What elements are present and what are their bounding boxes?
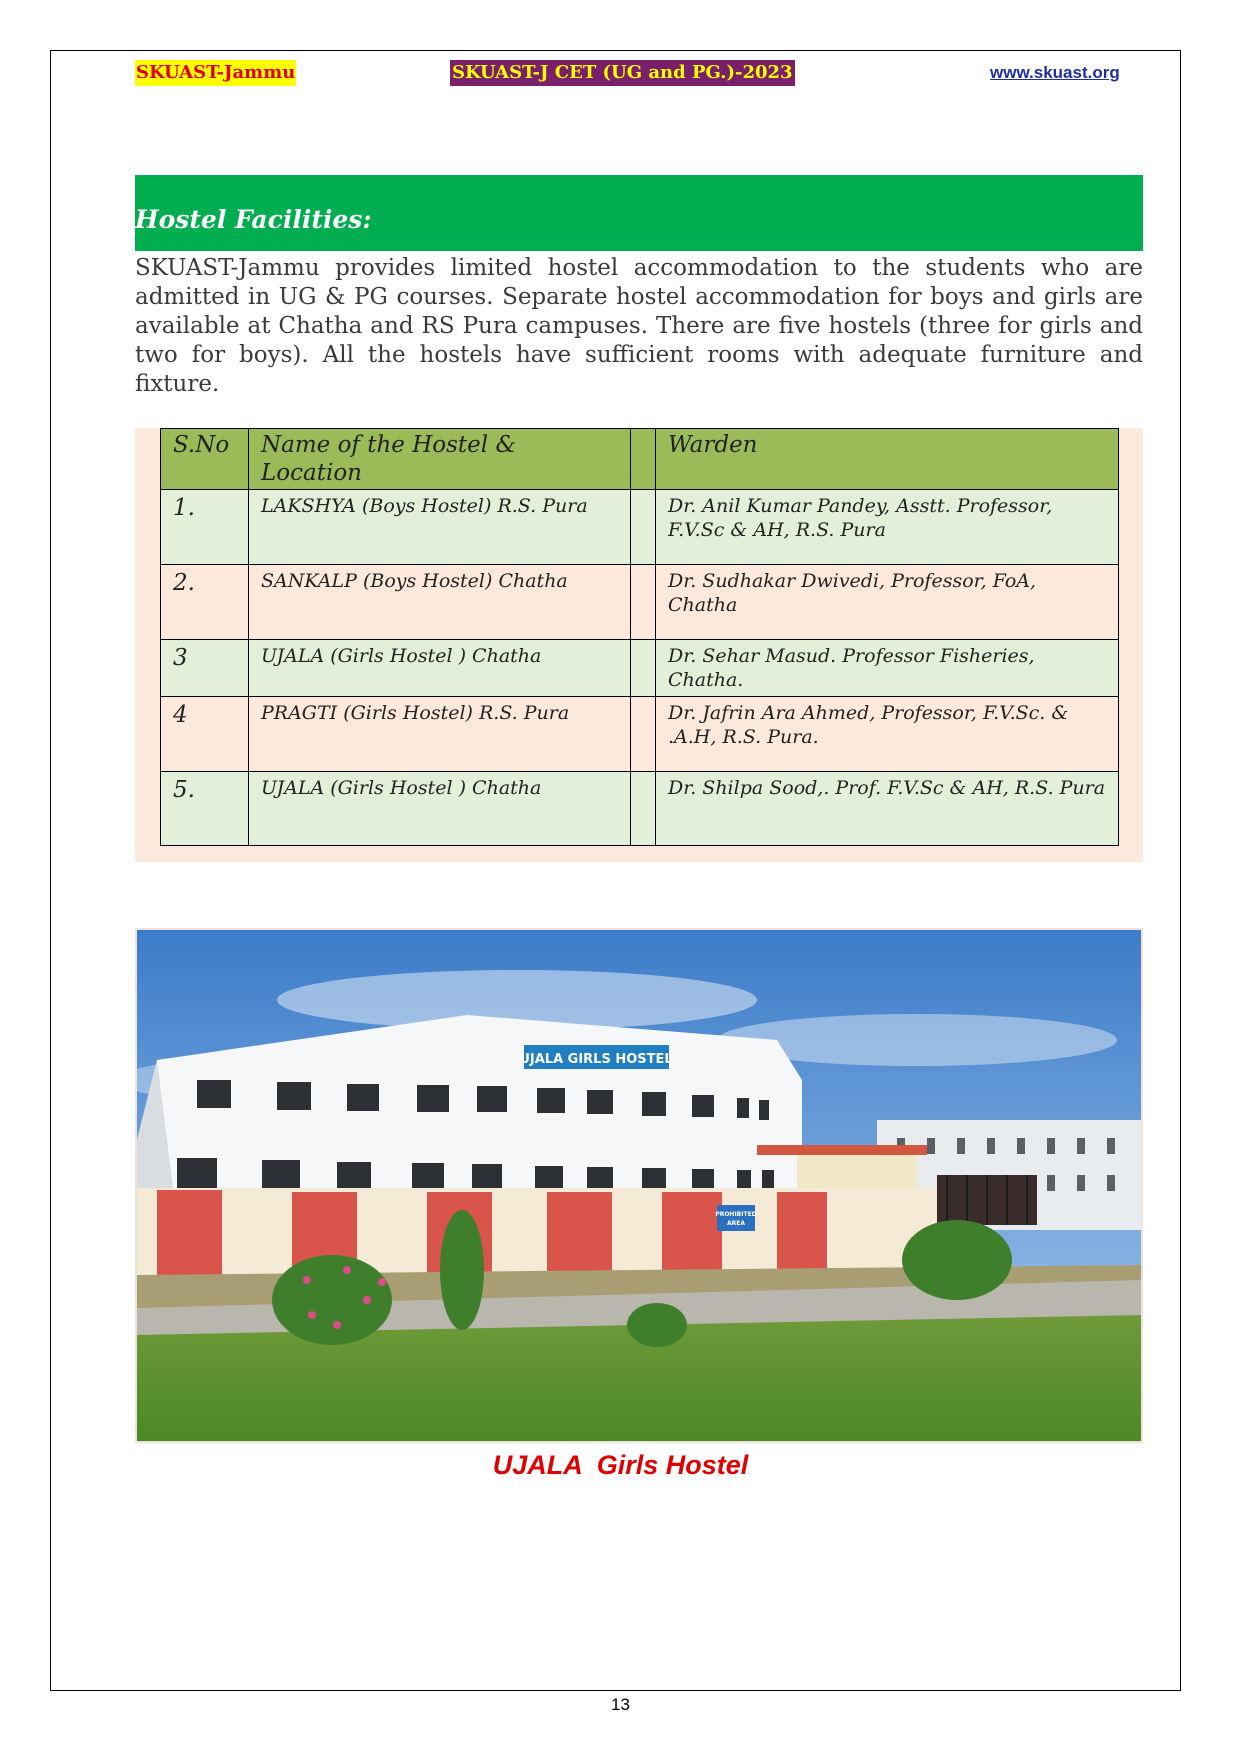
hostel-photo: [135, 928, 1143, 1443]
cell-warden: Dr. Sehar Masud. Professor Fisheries, Chatha.: [656, 640, 1119, 697]
section-title: Hostel Facilities:: [135, 205, 372, 234]
cell-spacer: [631, 697, 656, 772]
cell-spacer: [631, 565, 656, 640]
cell-warden: Dr. Jafrin Ara Ahmed, Professor, F.V.Sc. & .A.H, R.S. Pura.: [656, 697, 1119, 772]
building-sign-text: UJALA GIRLS HOSTEL: [519, 1052, 673, 1067]
intro-paragraph: SKUAST-Jammu provides limited hostel accommodation to the students who are admitted in UG & PG courses. Separate hostel accommodation for boys and girls are available at Chatha and RS Pura campuses. There are five hostels (three for girls and two for boys). All the hostels have sufficient rooms with adequate furniture and fixture.: [135, 255, 1143, 397]
cell-hostel-name: UJALA (Girls Hostel ) Chatha: [249, 640, 631, 697]
header-hostel-name: Name of the Hostel & Location: [249, 429, 631, 490]
hostel-table: [160, 428, 1119, 846]
cell-sno: 3: [161, 640, 249, 697]
table-row: [161, 490, 1119, 565]
header-website-link[interactable]: www.skuast.org: [990, 63, 1120, 82]
cell-spacer: [631, 772, 656, 846]
photo-caption: UJALA Girls Hostel: [492, 1450, 749, 1480]
cell-warden: Dr. Sudhakar Dwivedi, Professor, FoA, Chatha: [656, 565, 1119, 640]
cell-sno: 2.: [161, 565, 249, 640]
cell-hostel-name: SANKALP (Boys Hostel) Chatha: [249, 565, 631, 640]
porch-roof: [757, 1145, 927, 1155]
header-exam-title: SKUAST-J CET (UG and PG.)-2023: [450, 60, 795, 86]
cell-sno: 4: [161, 697, 249, 772]
cell-hostel-name: PRAGTI (Girls Hostel) R.S. Pura: [249, 697, 631, 772]
header-spacer: [631, 429, 656, 490]
cell-hostel-name: UJALA (Girls Hostel ) Chatha: [249, 772, 631, 846]
header-warden: Warden: [656, 429, 1119, 490]
cell-sno: 5.: [161, 772, 249, 846]
cell-warden: Dr. Shilpa Sood,. Prof. F.V.Sc & AH, R.S. Pura: [656, 772, 1119, 846]
prohibited-sign: [717, 1205, 755, 1231]
cell-spacer: [631, 490, 656, 565]
header-university: SKUAST-Jammu: [135, 60, 296, 86]
page-number: 13: [611, 1695, 630, 1714]
cell-warden: Dr. Anil Kumar Pandey, Asstt. Professor, F.V.Sc & AH, R.S. Pura: [656, 490, 1119, 565]
table-row: [161, 565, 1119, 640]
table-header-row: [161, 429, 1119, 490]
prohibited-sign-line-2: AREA: [726, 1220, 746, 1227]
cell-hostel-name: LAKSHYA (Boys Hostel) R.S. Pura: [249, 490, 631, 565]
table-row: [161, 640, 1119, 697]
table-row: [161, 697, 1119, 772]
cell-spacer: [631, 640, 656, 697]
table-row: [161, 772, 1119, 846]
header-sno: S.No: [161, 429, 249, 490]
prohibited-sign-line-1: PROHIBITED: [715, 1211, 757, 1218]
cell-sno: 1.: [161, 490, 249, 565]
